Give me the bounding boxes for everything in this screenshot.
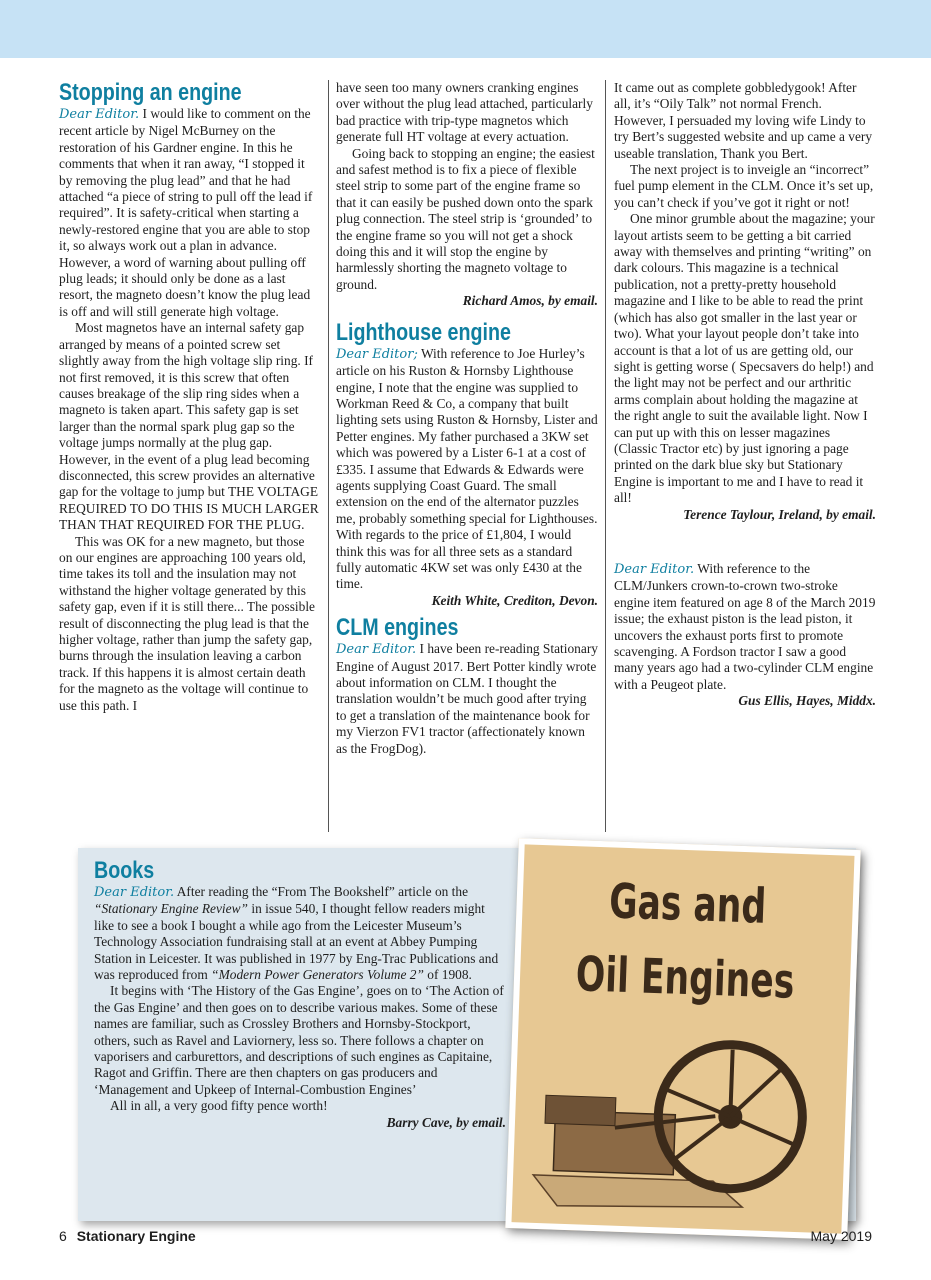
magazine-name: Stationary Engine — [76, 1228, 196, 1244]
heading-lighthouse-engine: Lighthouse engine — [336, 318, 511, 346]
top-color-band — [0, 0, 931, 58]
letter-text: of 1908. — [427, 967, 472, 983]
signature: Barry Cave, by email. — [386, 1114, 506, 1130]
book-cover-photo — [505, 838, 860, 1240]
letter-text: With reference to the CLM/Junkers crown-to-crown two-stroke engine item featured on age 8 of the March 2019 issue; the exhaust piston is the lead piston, it uncovers the exhaust ports first to promote scavenging. A Fordson tractor I saw a good many years ago had a two-cylinder CLM engine with a Peugeot plate. — [614, 560, 876, 692]
column-2 — [336, 80, 598, 757]
engine-illustration — [512, 1014, 849, 1225]
books-text — [94, 858, 506, 1131]
letter-paragraph: It came out as complete gobbledygook! After all, it’s “Oily Talk” not normal French. However, I persuaded my loving wife Lindy to try Bert’s suggested website and up came a very useable translation, Thank you Bert. — [614, 80, 873, 161]
column-1 — [59, 80, 321, 714]
column-divider — [605, 80, 606, 832]
letter-paragraph: have seen too many owners cranking engines over without the plug lead attached, particularly bad practice with trip-type magnetos which generate full HT voltage at every actuation. — [336, 80, 593, 145]
book-title-line-1: Gas and — [608, 873, 768, 935]
column-divider — [328, 80, 329, 832]
dear-editor-salutation: Dear Editor; — [336, 346, 418, 362]
heading-books: Books — [94, 857, 155, 884]
letter-paragraph — [336, 641, 598, 757]
signature: Gus Ellis, Hayes, Middx. — [738, 693, 876, 709]
letter-paragraph: Going back to stopping an engine; the easiest and safest method is to fix a piece of flexible steel strip to some part of the engine frame so that it can easily be pushed down onto the spark plug connection. The steel strip is ‘grounded’ to the engine frame so you will not get a shock doing this and it will stop the engine by harmlessly shorting the magneto voltage to ground. — [336, 145, 595, 292]
letter-text: With reference to Joe Hurley’s article on his Ruston & Hornsby Lighthouse engine, I note that the engine was supplied to Workman Reed & Co, a company that built lighting sets using Ruston & Hornsby, Lister and Petter engines. My father purchased a 3KW set which was powered by a Lister 6-1 at a cost of £335. I assume that Edwards & Edwards were agents supplying Coast Guard. The small extension on the end of the alternator puzzles me, probably something special for Lighthouses. With regards to the price of £1,804, I would think this was for all three sets as a standard fully automatic 4KW set was only £430 at the time. — [336, 345, 598, 592]
letter-paragraph — [59, 106, 321, 320]
heading-stopping-an-engine: Stopping an engine — [59, 79, 242, 106]
heading-clm-engines: CLM engines — [336, 614, 459, 642]
dear-editor-salutation: Dear Editor. — [94, 885, 175, 900]
letter-paragraph: One minor grumble about the magazine; your layout artists seem to be getting a bit carried away with themselves and printing “writing” on dark colours. This magazine is a technical publication, not a pretty-pretty household magazine and I like to be able to read the print (which has also got smaller in the last year or two). What your layout people don’t take into account is that a lot of us are getting old, our sight is getting worse ( Specsavers do help!) and the light may not be perfect and our arthritic arms complain about holding the magazine at the right angle to suit the available light. Now I can put up with this on lesser magazines (Classic Tractor etc) by just ignoring a page printed on the dark blue sky but Stationary Engine is important to me and I have to read it all! — [614, 211, 875, 506]
book-title-line-2: Oil Engines — [574, 946, 796, 1010]
publication-title: “Modern Power Generators Volume 2” — [211, 967, 424, 983]
dear-editor-salutation: Dear Editor. — [336, 642, 417, 658]
page-number: 6 — [59, 1228, 67, 1244]
letter-paragraph: It begins with ‘The History of the Gas Engine’, goes on to ‘The Action of the Gas Engine’ and then goes on to describe various makes. Some of these names are familiar, such as Crossley Brothers and Hornsby-Stockport, others, such as Ravel and Laviornery, less so. There follows a chapter on vaporisers and carburettors, and descriptions of such engines as Capitaine, Ragot and Griffin. There are then chapters on gas producers and ‘Management and Upkeep of Internal-Combustion Engines’ — [94, 983, 504, 1097]
letter-paragraph: This was OK for a new magneto, but those on our engines are approaching 100 years old, time takes its toll and the insulation may not withstand the higher voltage generated by this safety gap, even if it is still there... The possible result of disconnecting the plug lead is that the higher voltage, rather than jump the safety gap, burns through the insulation leaving a carbon track. If this happens it is almost certain death for the magneto as the voltage will continue to use this path. I — [59, 533, 315, 713]
signature: Terence Taylour, Ireland, by email. — [683, 506, 876, 522]
letter-paragraph: Most magnetos have an internal safety gap arranged by means of a pointed screw set slightly away from the high voltage slip ring. If not first removed, it is this screw that often causes breakage of the slip ring sides when a magneto is taken apart. This safety gap is set larger than the normal spark plug gap so the voltage jumps normally at the plug gap. However, in the event of a plug lead becoming disconnected, this screw provides an alternative gap for the voltage to jump but THE VOLTAGE REQUIRED TO DO THIS IS MUCH LARGER THAN THAT REQUIRED FOR THE PLUG. — [59, 320, 319, 533]
dear-editor-salutation: Dear Editor. — [59, 107, 140, 122]
letter-text: in issue 540, I thought fellow readers might like to see a book I bought a while ago from the Leicester Museum’s Technology Association fundraising stall at an event at Abbey Pumping Station in Leicester. It was published in 1977 by Eng-Trac Publications and was reproduced from — [94, 901, 499, 983]
signature: Richard Amos, by email. — [462, 293, 598, 309]
column-3 — [614, 80, 876, 710]
letter-paragraph — [614, 561, 876, 693]
signature: Keith White, Crediton, Devon. — [431, 592, 598, 608]
letter-paragraph — [94, 884, 506, 983]
letter-paragraph — [336, 346, 598, 593]
letter-text: I have been re-reading Stationary Engine of August 2017. Bert Potter kindly wrote about information on CLM. I thought the translation wouldn’t be much good after trying to get a translation of the maintenance book for my Vierzon FV1 tractor (affectionately known as the FrogDog). — [336, 641, 598, 756]
letter-text: After reading the “From The Bookshelf” article on the — [176, 884, 469, 899]
publication-title: “Stationary Engine Review” — [94, 901, 248, 917]
issue-date: May 2019 — [810, 1228, 872, 1244]
letter-text: I would like to comment on the recent article by Nigel McBurney on the restoration of his Gardner engine. In this he comments that when it ran away, “I stopped it by removing the plug lead” and that he had attached “a piece of string to pull off the lead if required”. It is safety-critical when starting a newly-restored engine that you are able to stop it, so always work out a plan in advance. However, a word of warning about pulling off plug leads; it should only be done as a last resort, the magneto doesn’t know the plug lead is off and will still generate high voltage. — [59, 106, 313, 319]
letter-paragraph: All in all, a very good fifty pence worth! — [110, 1098, 328, 1114]
letter-paragraph: The next project is to inveigle an “incorrect” fuel pump element in the CLM. Once it’s set up, you can’t check if you’ve got it right or not! — [614, 162, 874, 210]
dear-editor-salutation: Dear Editor. — [614, 561, 695, 577]
footer-left — [59, 1228, 196, 1244]
